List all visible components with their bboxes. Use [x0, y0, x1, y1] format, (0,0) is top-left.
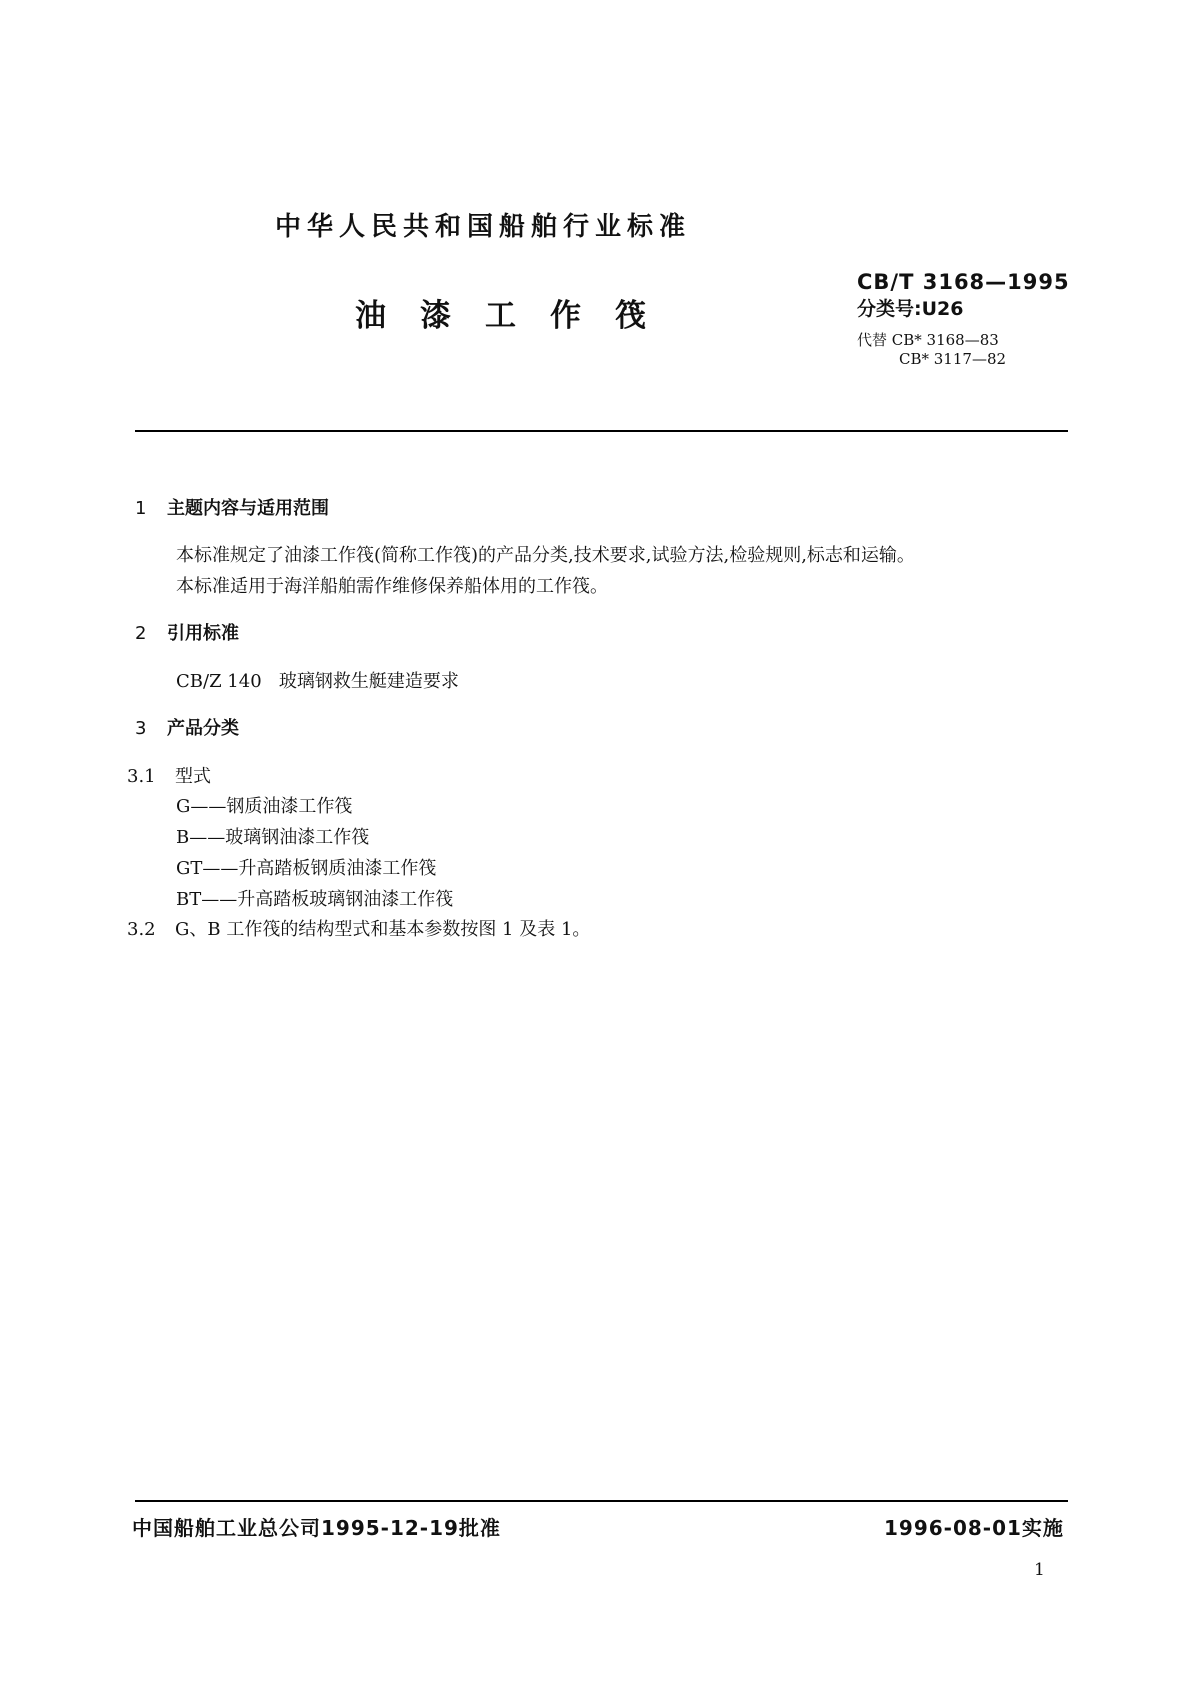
section-1-number: 1 — [135, 498, 147, 519]
subsection-3-1-number: 3.1 — [127, 766, 156, 787]
replaces-standards — [857, 331, 1006, 369]
list-item: G——钢质油漆工作筏 — [176, 796, 353, 817]
referenced-standard: CB/Z 140 玻璃钢救生艇建造要求 — [176, 671, 459, 692]
section-1-paragraph-2: 本标准适用于海洋船舶需作维修保养船体用的工作筏。 — [176, 576, 608, 597]
subsection-3-1 — [127, 762, 211, 788]
replaces-line-2: CB* 3117—82 — [899, 350, 1007, 368]
replaces-line-1: 代替 CB* 3168—83 — [857, 331, 999, 349]
subsection-3-1-title: 型式 — [175, 766, 211, 787]
standard-number: CB/T 3168—1995 — [857, 270, 1070, 294]
section-2-title: 引用标准 — [167, 623, 239, 644]
section-2-heading — [135, 619, 239, 645]
page-number: 1 — [1034, 1560, 1045, 1580]
type-list — [176, 791, 453, 915]
section-3-title: 产品分类 — [167, 718, 239, 739]
subsection-3-2-number: 3.2 — [127, 919, 156, 940]
section-3-number: 3 — [135, 718, 147, 739]
section-1-paragraph-1: 本标准规定了油漆工作筏(简称工作筏)的产品分类,技术要求,试验方法,检验规则,标志和运输。 — [176, 545, 915, 566]
section-3-heading — [135, 714, 239, 740]
subsection-3-2-text: G、B 工作筏的结构型式和基本参数按图 1 及表 1。 — [175, 919, 591, 940]
standard-title: 中华人民共和国船舶行业标准 — [275, 212, 692, 242]
section-2-number: 2 — [135, 623, 147, 644]
effective-date: 1996-08-01实施 — [884, 1516, 1064, 1540]
section-1-heading — [135, 494, 329, 520]
subsection-3-2 — [127, 915, 590, 941]
section-1-title: 主题内容与适用范围 — [167, 498, 329, 519]
classification-code: 分类号:U26 — [857, 298, 964, 320]
footer-divider — [135, 1500, 1068, 1502]
list-item: BT——升高踏板玻璃钢油漆工作筏 — [176, 889, 454, 910]
approval-line: 中国船舶工业总公司1995-12-19批准 — [132, 1516, 501, 1540]
document-title: 油漆工作筏 — [355, 298, 680, 334]
header-divider — [135, 430, 1068, 432]
list-item: GT——升高踏板钢质油漆工作筏 — [176, 858, 437, 879]
list-item: B——玻璃钢油漆工作筏 — [176, 827, 370, 848]
